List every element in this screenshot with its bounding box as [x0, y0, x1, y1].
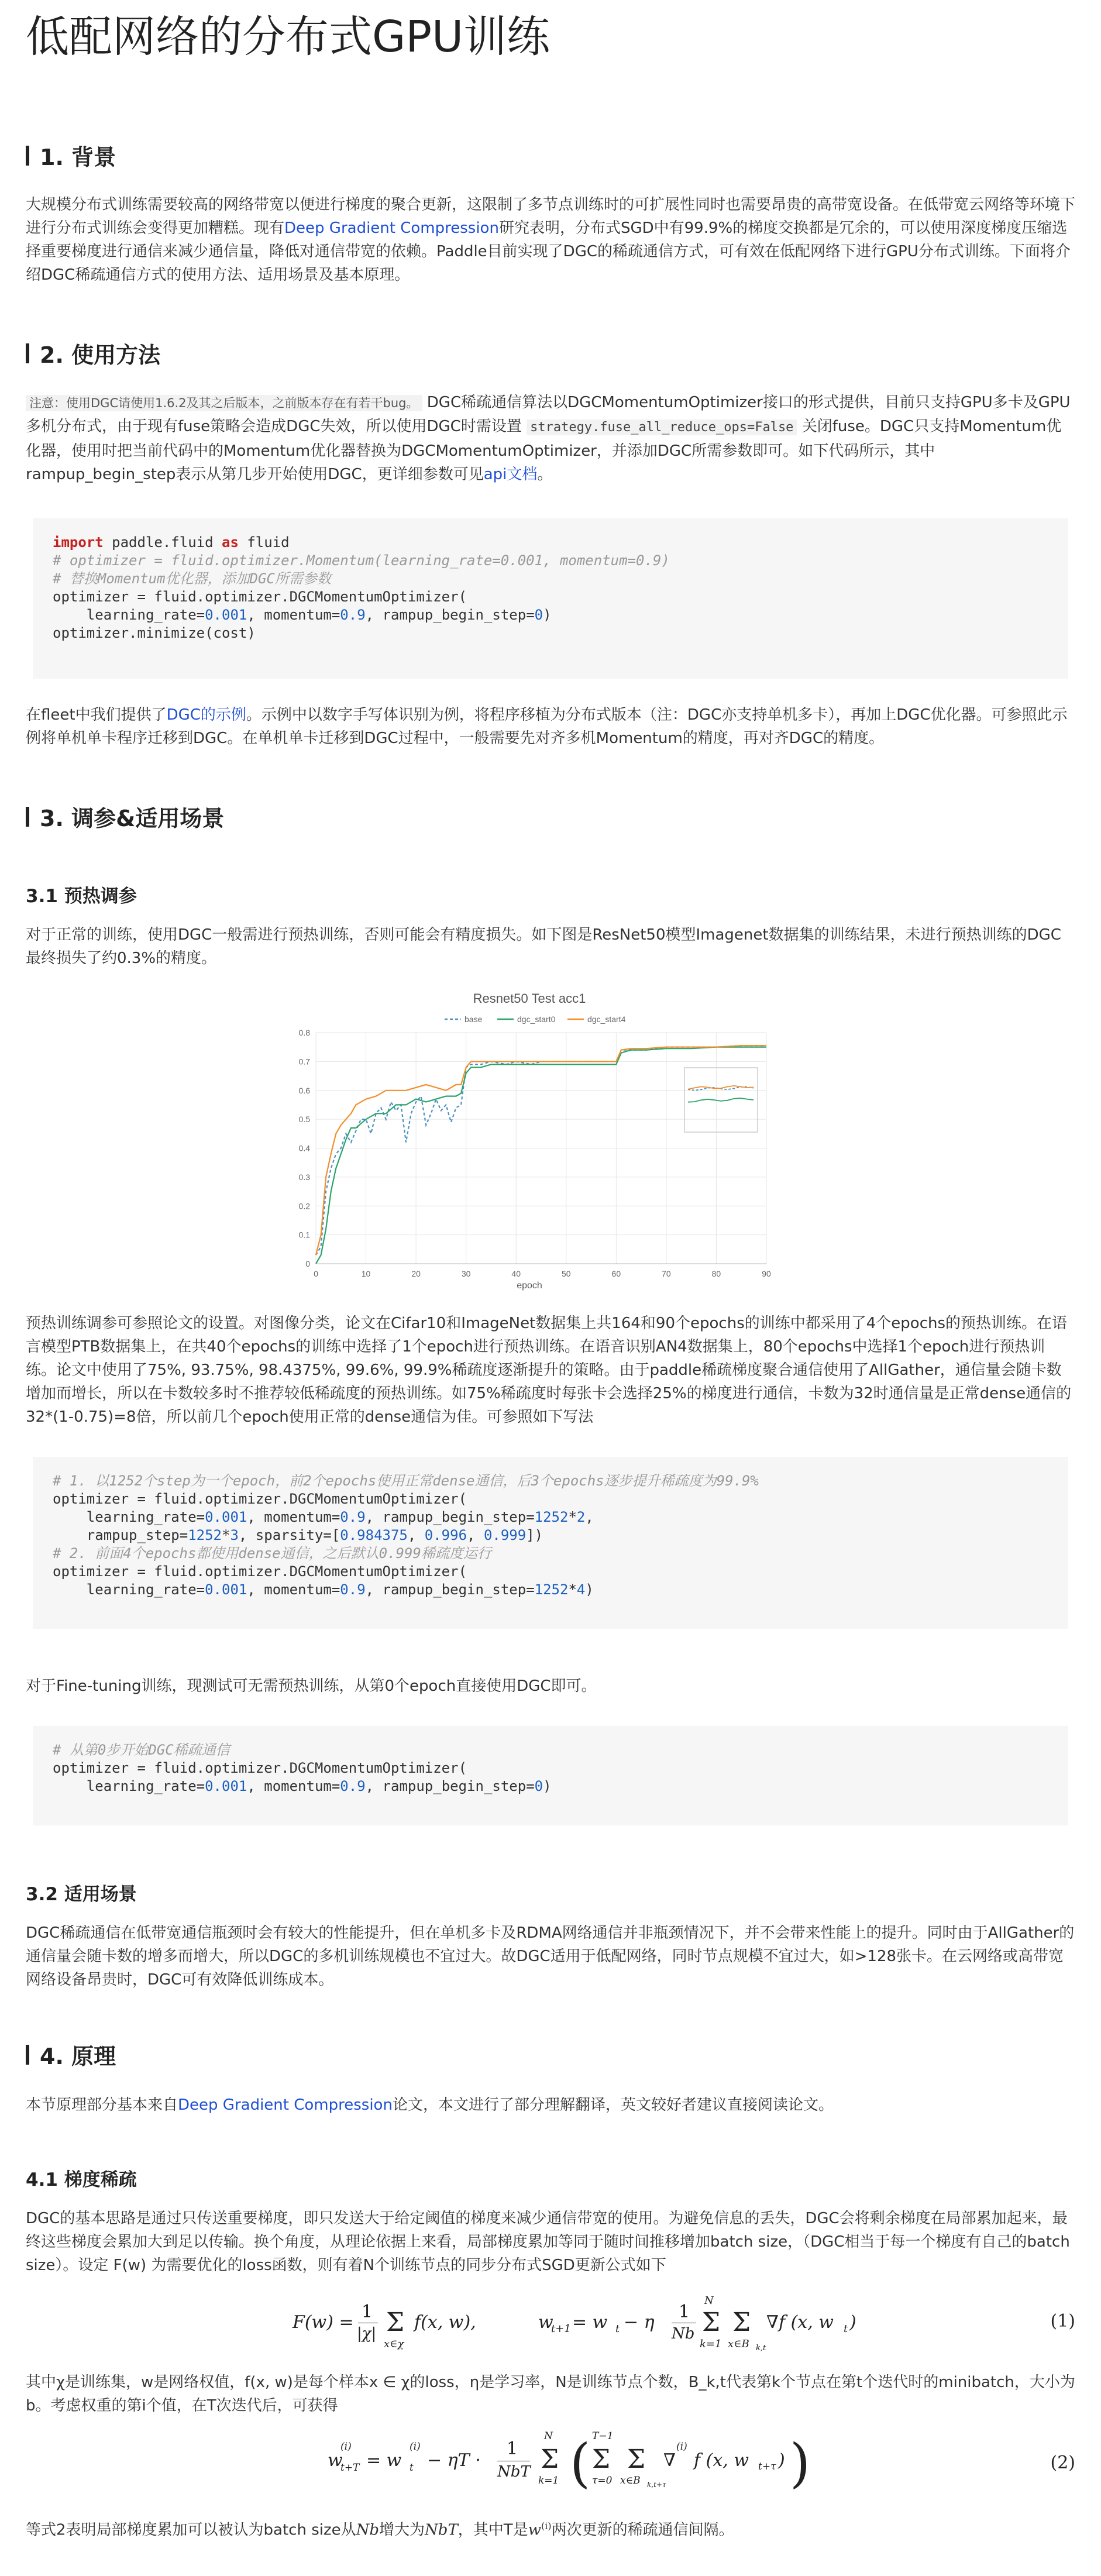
- code-number: 0.9: [340, 1581, 366, 1598]
- code-number: 0.001: [205, 1778, 247, 1794]
- code-comment: # 替换Momentum优化器，添加DGC所需参数: [53, 570, 331, 587]
- code-number: 3: [230, 1527, 239, 1543]
- eq1-term: f(x, w),: [414, 2312, 476, 2333]
- paragraph-text: 本节原理部分基本来自: [26, 2096, 178, 2114]
- code-number: 2: [576, 1509, 586, 1525]
- code-number: 1252: [534, 1581, 569, 1598]
- eq2-frac-den: NbT: [497, 2463, 531, 2481]
- eq2-sum1-sub: k=1: [538, 2475, 559, 2486]
- series-line-dgc_start0: [316, 1047, 766, 1264]
- code-keyword: as: [222, 534, 239, 551]
- eq2-nabla: ∇: [663, 2450, 676, 2471]
- code-text: , rampup_begin_step=: [365, 1509, 535, 1525]
- code-comment: # optimizer = fluid.optimizer.Momentum(learning_rate=0.001, momentum=0.9): [53, 552, 670, 569]
- eq2-sum1-top: N: [544, 2430, 553, 2442]
- eq2-sum1-symbol: Σ: [541, 2444, 559, 2474]
- code-text: ): [543, 607, 552, 623]
- code-number: 0.999: [483, 1527, 527, 1543]
- eq1-sum3-sub: x∈B: [728, 2338, 749, 2350]
- eq2-w-sub: t+T: [340, 2462, 360, 2474]
- x-tick-label: 60: [611, 1269, 621, 1278]
- eq1-w: w: [538, 2312, 553, 2333]
- eq2-f-sub: t+τ: [758, 2461, 776, 2472]
- code-comment: # 从第0步开始DGC稀疏通信: [53, 1742, 230, 1758]
- code-text: , rampup_begin_step=: [365, 607, 535, 623]
- code-text: , momentum=: [247, 607, 340, 623]
- y-tick-label: 0.5: [298, 1115, 310, 1124]
- code-text: , sparsity=[: [238, 1527, 340, 1543]
- eq1-sum3-subsub: k,t: [756, 2344, 766, 2353]
- section-heading-text: 4. 原理: [40, 2044, 116, 2069]
- y-tick-label: 0.8: [298, 1028, 310, 1037]
- y-tick-label: 0.4: [298, 1143, 310, 1153]
- eq2-w: w: [328, 2450, 343, 2471]
- section-heading-tuning: [26, 800, 224, 833]
- principle-paragraph: [26, 2093, 1075, 2117]
- x-tick-label: 40: [511, 1269, 521, 1278]
- code-number: 0.996: [424, 1527, 467, 1543]
- code-number: 1252: [188, 1527, 222, 1543]
- eq1-sum-symbol: Σ: [386, 2307, 405, 2337]
- eq2-close-paren: ): [790, 2433, 811, 2494]
- code-text: , momentum=: [247, 1509, 340, 1525]
- x-tick-label: 80: [711, 1269, 721, 1278]
- eq2-eq-w: = w: [366, 2450, 402, 2471]
- code-number: 4: [576, 1581, 586, 1598]
- paragraph-text: 。示例中以数字手写体识别为例，将程序移植为分布式版本（注：DGC亦支持单机多卡），再加上DGC优化器。可参照此示例将单机单卡程序迁移到DGC。在单机单卡迁移到DGC过程中，一般需要先对齐多机Momentum的精度，再对齐DGC的精度。: [26, 706, 1068, 747]
- code-text: optimizer = fluid.optimizer.DGCMomentumOptimizer(: [53, 1563, 467, 1580]
- paragraph-text: 等式2表明局部梯度累加可以被认为batch size从: [26, 2521, 356, 2539]
- code-text: *: [568, 1581, 577, 1598]
- code-text: ,: [467, 1527, 484, 1543]
- eq2-minus-eta: − ηT ·: [427, 2450, 481, 2471]
- eq1-minus-eta: − η: [624, 2312, 655, 2333]
- code-text: ,: [407, 1527, 425, 1543]
- finetune-paragraph: 对于Fine-tuning训练，现测试可无需预热训练，从第0个epoch直接使用DGC即可。: [26, 1677, 597, 1695]
- math-w: w: [528, 2521, 541, 2539]
- y-tick-label: 0.6: [298, 1085, 310, 1095]
- eq2-frac-num: 1: [507, 2439, 518, 2459]
- chart-axes: [299, 1028, 771, 1278]
- inset-line-dgc_start4: [688, 1086, 754, 1089]
- equation-2: [328, 2430, 913, 2497]
- page-title: 低配网络的分布式GPU训练: [26, 12, 550, 62]
- code-number: 0.984375: [340, 1527, 408, 1543]
- paragraph-text: 。: [537, 466, 553, 483]
- code-text: learning_rate=: [53, 607, 205, 623]
- warmup-detail-paragraph: 预热训练调参可参照论文的设置。对图像分类，论文在Cifar10和ImageNet数据集上共164和90个epochs的训练中都采用了4个epochs的预热训练。在语言模型PTB数据集上，在共40个epochs的训练中选择了1个epoch进行预热训练。在语音识别AN4数据集上，80个epochs中选择1个epoch进行预热训练。论文中使用了75%, 93.75%, 98.4375%, 99.6%, 99.9%稀疏度逐渐提升的策略。由于paddle稀疏梯度聚合通信使用了AllGather，通信量会随卡数增加而增长，所以在卡数较多时不推荐较低稀疏度的预热训练。如75%稀疏度时每张卡会选择25%的梯度进行通信，卡数为32时通信量是正常dense通信的32*(1-0.75)=8倍，所以前几个epoch使用正常的dense通信为佳。可参照如下写法: [26, 1315, 1072, 1426]
- section-heading-background: [26, 139, 116, 171]
- eq2-f: f (x, w: [694, 2450, 749, 2471]
- code-comment: # 2. 前面4个epochs都使用dense通信，之后默认0.999稀疏度运行: [53, 1545, 491, 1562]
- eq1-gradient: ∇f (x, w: [766, 2312, 834, 2333]
- legend-label-base: base: [465, 1014, 483, 1024]
- resnet50-accuracy-chart: [275, 989, 784, 1293]
- code-text: , rampup_begin_step=: [365, 1581, 535, 1598]
- eq2-sum3-symbol: Σ: [627, 2444, 646, 2474]
- heading-marker: [26, 807, 29, 827]
- inset-legend-box: [684, 1068, 758, 1132]
- eq1-sum-sub: x∈χ: [384, 2338, 404, 2350]
- code-text: , momentum=: [247, 1581, 340, 1598]
- eq2-open-paren: (: [570, 2433, 591, 2494]
- x-tick-label: 50: [561, 1269, 571, 1278]
- version-note: 注意：使用DGC请使用1.6.2及其之后版本，之前版本存在有若干bug。: [26, 395, 422, 411]
- code-text: ,: [585, 1509, 594, 1525]
- section-heading-usage: [26, 337, 160, 369]
- eq1-close: ): [849, 2312, 856, 2333]
- sparsification-paragraph: DGC的基本思路是通过只传送重要梯度，即只发送大于给定阈值的梯度来减少通信带宽的使用。为避免信息的丢失，DGC会将剩余梯度在局部累加起来，最终这些梯度会累加大到足以传输。换个角度，从理论依据上来看，局部梯度累加等同于随时间推移增加batch size，（DGC相当于每一个梯度有自己的batch size）。设定 F(w) 为需要优化的loss函数，则有着N个训练节点的同步分布式SGD更新公式如下: [26, 2210, 1070, 2274]
- heading-marker: [26, 146, 29, 166]
- y-tick-label: 0.3: [298, 1172, 310, 1182]
- code-text: optimizer = fluid.optimizer.DGCMomentumOptimizer(: [53, 589, 467, 605]
- code-text: learning_rate=: [53, 1581, 205, 1598]
- eq1-frac2-num: 1: [679, 2302, 690, 2322]
- eq2-sum2-symbol: Σ: [592, 2444, 611, 2474]
- eq1-sum2-sub: k=1: [700, 2338, 722, 2350]
- x-tick-label: 90: [762, 1269, 771, 1278]
- code-text: optimizer.minimize(cost): [53, 625, 256, 641]
- code-text: *: [568, 1509, 577, 1525]
- series-line-dgc_start4: [316, 1045, 766, 1255]
- paragraph-text: ，其中T是: [457, 2521, 528, 2539]
- y-tick-label: 0.7: [298, 1057, 310, 1067]
- paragraph-text: 大规模分布式训练需要较高的网络带宽以便进行梯度的聚合更新，这限制了多节点训练时的可扩展性同时也需要昂贵的高带宽设备。在低带宽云网络等环境下进行分布式训练会变得更加糟糕。现有: [26, 196, 1076, 237]
- eq1-wt-sub: t: [615, 2323, 620, 2335]
- paragraph-text: 研究表明，分布式SGD中有99.9%的梯度交换都是冗余的，可以使用深度梯度压缩选择重要梯度进行通信来减少通信量，降低对通信带宽的依赖。Paddle目前实现了DGC的稀疏通信方式，可有效在低配网络下进行GPU分布式训练。下面将介绍DGC稀疏通信方式的使用方法、适用场景及基本原理。: [26, 219, 1071, 284]
- api-doc-link[interactable]: api文档: [483, 466, 538, 483]
- section-heading-text: 3. 调参&适用场景: [40, 806, 225, 831]
- code-text: ): [543, 1778, 552, 1794]
- eq1-sum2-top: N: [704, 2295, 714, 2307]
- eq2-nabla-sup: (i): [676, 2441, 687, 2453]
- code-number: 0: [534, 1778, 543, 1794]
- code-keyword: import: [53, 534, 104, 551]
- eq2-sum2-top: T−1: [592, 2430, 614, 2442]
- warmup-paragraph: 对于正常的训练，使用DGC一般需进行预热训练，否则可能会有精度损失。如下图是ResNet50模型Imagenet数据集的训练结果，未进行预热训练的DGC最终损失了约0.3%的精度。: [26, 926, 1061, 967]
- x-axis-label: epoch: [517, 1281, 542, 1291]
- code-text: , rampup_begin_step=: [365, 1778, 535, 1794]
- eq2-w2-sup: (i): [410, 2441, 421, 2453]
- eq2-sum3-subsub: k,t+τ: [647, 2481, 666, 2489]
- code-number: 0.9: [340, 1778, 366, 1794]
- eq1-lhs: F(w) =: [293, 2312, 354, 2333]
- heading-marker: [26, 343, 29, 363]
- eq1-gradient-sub: t: [844, 2323, 848, 2335]
- code-number: 0.9: [340, 607, 366, 623]
- paragraph-text: 增大为: [379, 2521, 425, 2539]
- inline-code: strategy.fuse_all_reduce_ops=False: [527, 419, 797, 435]
- code-comment: # 1. 以1252个step为一个epoch，前2个epochs使用正常dense通信，后3个epochs逐步提升稀疏度为99.9%: [53, 1473, 759, 1489]
- inset-zoom: [688, 1086, 754, 1102]
- conclusion-paragraph: [26, 2515, 1075, 2542]
- code-block-finetune: [33, 1726, 1068, 1825]
- dgc-paper-link-2[interactable]: Deep Gradient Compression: [178, 2096, 393, 2114]
- code-text: learning_rate=: [53, 1778, 205, 1794]
- code-text: learning_rate=: [53, 1509, 205, 1525]
- x-tick-label: 70: [662, 1269, 671, 1278]
- eq2-close: ): [778, 2450, 785, 2471]
- subsection-heading-warmup: 3.1 预热调参: [26, 886, 137, 907]
- code-text: rampup_step=: [53, 1527, 188, 1543]
- notation-paragraph: 其中χ是训练集，w是网络权值，f(x, w)是每个样本x ∈ χ的loss，η是学习率，N是训练节点个数，B_k,t代表第k个节点在第t个迭代时的minibatch，大小为b。考虑权重的第i个值，在T次迭代后，可获得: [26, 2374, 1075, 2415]
- code-text: ): [585, 1581, 594, 1598]
- chart-title: Resnet50 Test acc1: [473, 991, 586, 1006]
- paragraph-text: DGC稀疏通信算法以DGCMomentumOptimizer接口的形式提供，目前只支持GPU多卡及GPU多机分布式，由于现有fuse策略会造成DGC失效，所以使用DGC时需设置: [26, 394, 1071, 435]
- y-tick-label: 0: [305, 1259, 310, 1268]
- code-block-usage: [33, 518, 1068, 679]
- y-tick-label: 0.1: [298, 1230, 310, 1240]
- paragraph-text: 关闭fuse。DGC只支持Momentum优化器，使用时把当前代码中的Momentum优化器替换为DGCMomentumOptimizer，并添加DGC所需参数即可。如下代码所示，其中rampup_begin_step表示从第几步开始使用DGC，更详细参数可见: [26, 418, 1062, 483]
- section-heading-text: 2. 使用方法: [40, 342, 161, 368]
- eq1-frac-den: |χ|: [357, 2325, 377, 2343]
- code-number: 0.001: [205, 1509, 247, 1525]
- scenarios-paragraph: DGC稀疏通信在低带宽通信瓶颈时会有较大的性能提升，但在单机多卡及RDMA网络通信并非瓶颈情况下，并不会带来性能上的提升。同时由于AllGather的通信量会随卡数的增多而增大，所以DGC的多机训练规模也不宜过大。故DGC适用于低配网络，同时节点规模不宜过大，如>128张卡。在云网络或高带宽网络设备昂贵时，DGC可有效降低训练成本。: [26, 1924, 1075, 1989]
- dgc-paper-link[interactable]: Deep Gradient Compression: [284, 219, 499, 237]
- paragraph-text: 在fleet中我们提供了: [26, 706, 167, 724]
- eq1-sum3-symbol: Σ: [732, 2307, 751, 2337]
- code-text: optimizer = fluid.optimizer.DGCMomentumOptimizer(: [53, 1760, 467, 1776]
- code-text: ]): [526, 1527, 543, 1543]
- eq1-frac-num: 1: [362, 2302, 373, 2322]
- eq1-eq-w: = w: [572, 2312, 608, 2333]
- fleet-paragraph: [26, 703, 1075, 750]
- eq2-w2-sub: t: [410, 2462, 414, 2474]
- eq1-w-sub: t+1: [551, 2323, 571, 2335]
- y-tick-label: 0.2: [298, 1201, 310, 1211]
- background-paragraph: [26, 193, 1075, 287]
- section-heading-text: 1. 背景: [40, 145, 116, 170]
- x-tick-label: 20: [411, 1269, 421, 1278]
- equation-1-number: (1): [1050, 2311, 1075, 2331]
- subsection-heading-sparsification: 4.1 梯度稀疏: [26, 2169, 137, 2190]
- subsection-heading-scenarios: 3.2 适用场景: [26, 1884, 137, 1905]
- math-w-sup: (i): [541, 2520, 552, 2532]
- dgc-example-link[interactable]: DGC的示例: [166, 706, 246, 724]
- code-number: 0.9: [340, 1509, 366, 1525]
- chart-series: [316, 1045, 766, 1264]
- code-text: fluid: [238, 534, 290, 551]
- eq1-frac2-den: Nb: [672, 2325, 695, 2343]
- eq2-w-sup: (i): [340, 2441, 352, 2453]
- paragraph-text: 论文，本文进行了部分理解翻译，英文较好者建议直接阅读论文。: [392, 2096, 834, 2114]
- math-nbt: NbT: [425, 2521, 458, 2539]
- equation-1: [293, 2295, 936, 2353]
- heading-marker: [26, 2045, 29, 2065]
- equation-2-number: (2): [1050, 2453, 1075, 2473]
- series-line-base: [316, 1045, 766, 1255]
- code-number: 0: [534, 607, 543, 623]
- usage-paragraph: [26, 391, 1075, 486]
- code-number: 0.001: [205, 607, 247, 623]
- x-tick-label: 0: [314, 1269, 318, 1278]
- x-tick-label: 30: [461, 1269, 471, 1278]
- eq2-sum2-sub: τ=0: [592, 2475, 613, 2486]
- code-number: 1252: [534, 1509, 569, 1525]
- legend-label-dgc_start0: dgc_start0: [517, 1014, 556, 1024]
- code-number: 0.001: [205, 1581, 247, 1598]
- inset-line-dgc_start0: [688, 1098, 754, 1102]
- code-block-warmup: [33, 1457, 1068, 1629]
- section-heading-principle: [26, 2038, 116, 2071]
- code-text: paddle.fluid: [103, 534, 222, 551]
- code-text: *: [221, 1527, 230, 1543]
- paragraph-text: 两次更新的稀疏通信间隔。: [551, 2521, 734, 2539]
- legend-label-dgc_start4: dgc_start4: [587, 1014, 626, 1024]
- eq2-sum3-sub: x∈B: [620, 2475, 641, 2486]
- x-tick-label: 10: [361, 1269, 371, 1278]
- code-text: , momentum=: [247, 1778, 340, 1794]
- code-text: optimizer = fluid.optimizer.DGCMomentumOptimizer(: [53, 1491, 467, 1507]
- chart-legend: [445, 1014, 626, 1024]
- math-nb: Nb: [356, 2521, 380, 2539]
- eq1-sum2-symbol: Σ: [702, 2307, 721, 2337]
